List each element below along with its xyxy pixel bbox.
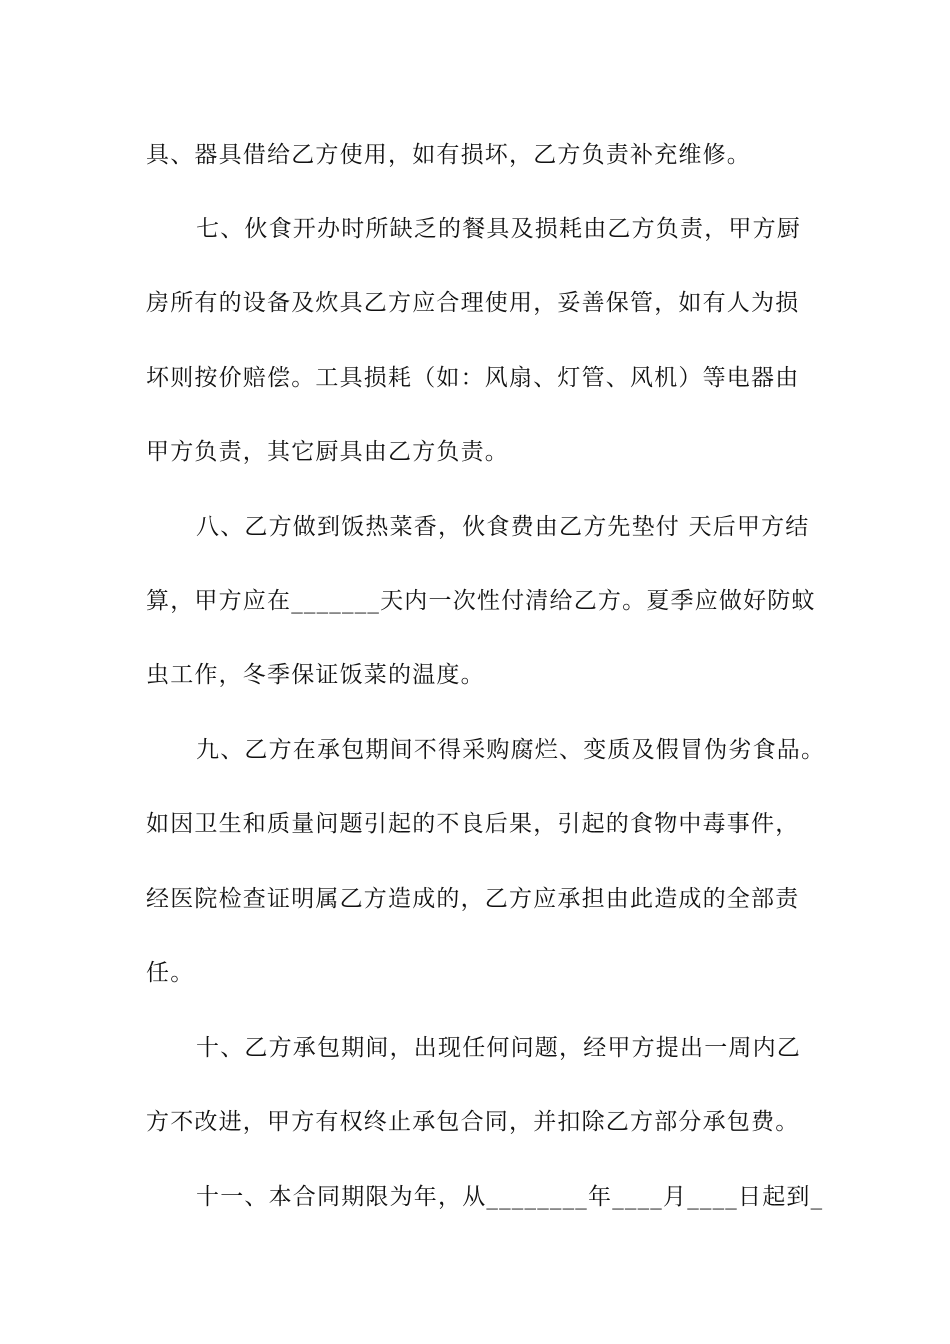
text-line: 经医院检查证明属乙方造成的，乙方应承担由此造成的全部责 bbox=[146, 886, 800, 912]
clause-9-heading-line: 九、乙方在承包期间不得采购腐烂、变质及假冒伪劣食品。 bbox=[196, 737, 826, 763]
text-line: 虫工作，冬季保证饭菜的温度。 bbox=[146, 662, 485, 688]
text-line: 具、器具借给乙方使用，如有损坏，乙方负责补充维修。 bbox=[146, 142, 751, 168]
clause-7-heading-line: 七、伙食开办时所缺乏的餐具及损耗由乙方负责，甲方厨 bbox=[196, 216, 801, 242]
text-line: 坏则按价赔偿。工具损耗（如：风扇、灯管、风机）等电器由 bbox=[146, 365, 800, 391]
clause-10-heading-line: 十、乙方承包期间，出现任何问题，经甲方提出一周内乙 bbox=[196, 1035, 801, 1061]
text-line: 任。 bbox=[146, 960, 195, 986]
clause-8-heading-line: 八、乙方做到饭热菜香，伙食费由乙方先垫付 天后甲方结 bbox=[196, 514, 810, 540]
text-line: 算，甲方应在_______天内一次性付清给乙方。夏季应做好防蚊 bbox=[146, 588, 816, 614]
text-line: 甲方负责，其它厨具由乙方负责。 bbox=[146, 439, 509, 465]
text-line: 房所有的设备及炊具乙方应合理使用，妥善保管，如有人为损 bbox=[146, 290, 800, 316]
text-line: 如因卫生和质量问题引起的不良后果，引起的食物中毒事件， bbox=[146, 811, 800, 837]
text-line: 方不改进，甲方有权终止承包合同，并扣除乙方部分承包费。 bbox=[146, 1109, 800, 1135]
clause-11-heading-line: 十一、本合同期限为年，从________年____月____日起到_ bbox=[196, 1184, 824, 1210]
